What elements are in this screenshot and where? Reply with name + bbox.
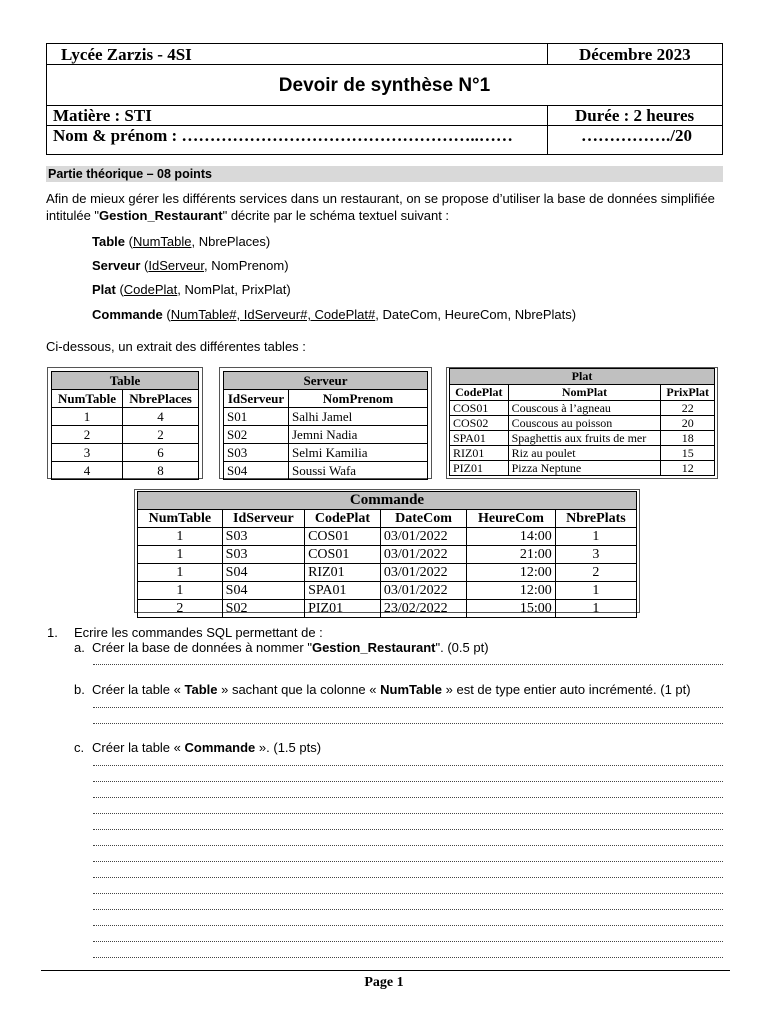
answer-line [93, 925, 723, 927]
cell: PIZ01 [305, 600, 381, 618]
answer-line [93, 957, 723, 959]
table-row [138, 564, 637, 582]
answer-line [93, 765, 723, 767]
schema-serveur [92, 258, 289, 273]
schema-key: CodePlat [123, 282, 178, 297]
cell: 3 [555, 546, 636, 564]
question-text: ». (1.5 pts) [255, 740, 322, 755]
cell: 23/02/2022 [380, 600, 466, 618]
cell: RIZ01 [305, 564, 381, 582]
plat-caption: Plat [450, 369, 715, 385]
cell: 21:00 [467, 546, 556, 564]
cell: S03 [222, 546, 304, 564]
question-text: » sachant que la colonne « [217, 682, 381, 697]
intro-text: " décrite par le schéma textuel suivant : [222, 208, 450, 223]
table-row [224, 462, 428, 480]
table-table [51, 371, 199, 480]
table-row [450, 416, 715, 431]
exam-header [46, 43, 723, 155]
question-c-text [92, 740, 321, 755]
schema-paren: ( [115, 282, 124, 297]
serveur-caption: Serveur [224, 372, 428, 390]
question-bold: Commande [184, 740, 256, 755]
subject: Matière : STI [53, 106, 152, 125]
schema-key: NumTable#, IdServeur#, CodePlat# [170, 307, 376, 322]
schema-rest: , NomPlat, PrixPlat) [177, 282, 291, 297]
answer-line [93, 707, 723, 709]
schema-key: NumTable [132, 234, 192, 249]
column-header: NumTable [138, 510, 223, 528]
question-a-letter: a. [74, 640, 85, 655]
school-name: Lycée Zarzis - 4SI [61, 45, 192, 64]
cell: 12 [661, 461, 715, 476]
cell: Riz au poulet [508, 446, 661, 461]
cell: 03/01/2022 [380, 564, 466, 582]
name-field: Nom & prénom : ……………………………………………..…… [53, 126, 513, 145]
answer-line [93, 877, 723, 879]
cell: S04 [224, 462, 289, 480]
schema-plat [92, 282, 291, 297]
cell: S04 [222, 582, 304, 600]
score-field: ……………./20 [581, 126, 692, 145]
question-bold: NumTable [380, 682, 443, 697]
table-row [138, 582, 637, 600]
cell: 12:00 [467, 564, 556, 582]
cell: 2 [123, 426, 199, 444]
schema-name: Commande [92, 307, 163, 322]
question-b-letter: b. [74, 682, 85, 697]
schema-rest: , NomPrenom) [204, 258, 289, 273]
answer-line [93, 941, 723, 943]
column-header: CodePlat [450, 385, 509, 401]
answer-line [93, 861, 723, 863]
cell: 2 [555, 564, 636, 582]
cell: PIZ01 [450, 461, 509, 476]
column-header: DateCom [380, 510, 466, 528]
cell: 4 [123, 408, 199, 426]
cell: 22 [661, 401, 715, 416]
cell: SPA01 [450, 431, 509, 446]
cell: 03/01/2022 [380, 582, 466, 600]
table-row [52, 426, 199, 444]
extract-label: Ci-dessous, un extrait des différentes tables : [46, 339, 306, 354]
schema-paren: ( [162, 307, 171, 322]
commande-table [137, 491, 637, 618]
schema-commande [92, 307, 576, 322]
cell: 1 [138, 564, 223, 582]
table-row [450, 431, 715, 446]
cell: Jemni Nadia [289, 426, 428, 444]
table-row [450, 461, 715, 476]
cell: Couscous au poisson [508, 416, 661, 431]
schema-key: IdServeur [148, 258, 205, 273]
schema-paren: ( [125, 234, 133, 249]
intro-text: intitulée " [46, 208, 100, 223]
cell: S03 [222, 528, 304, 546]
cell: RIZ01 [450, 446, 509, 461]
cell: S02 [224, 426, 289, 444]
cell: SPA01 [305, 582, 381, 600]
schema-name: Serveur [92, 258, 141, 273]
column-header: IdServeur [224, 390, 289, 408]
cell: S02 [222, 600, 304, 618]
cell: COS02 [450, 416, 509, 431]
question-a-text [92, 640, 489, 655]
table-row [138, 528, 637, 546]
table-row [52, 462, 199, 480]
cell: 2 [138, 600, 223, 618]
cell: 1 [138, 582, 223, 600]
footer-divider [41, 970, 730, 971]
cell: Selmi Kamilia [289, 444, 428, 462]
answer-line [93, 781, 723, 783]
serveur-table [223, 371, 428, 480]
column-header: NbrePlaces [123, 390, 199, 408]
column-header: PrixPlat [661, 385, 715, 401]
schema-name: Table [92, 234, 125, 249]
cell: S01 [224, 408, 289, 426]
column-header: CodePlat [305, 510, 381, 528]
header-divider [547, 106, 548, 155]
question-text: ". (0.5 pt) [435, 640, 489, 655]
cell: 20 [661, 416, 715, 431]
intro-line-1: Afin de mieux gérer les différents services dans un restaurant, on se propose d’utiliser la base de données simplifiée [46, 191, 715, 206]
cell: 14:00 [467, 528, 556, 546]
cell: Pizza Neptune [508, 461, 661, 476]
cell: 1 [138, 528, 223, 546]
table-row [52, 444, 199, 462]
question-text: Créer la base de données à nommer " [92, 640, 312, 655]
table-row [224, 408, 428, 426]
cell: S04 [222, 564, 304, 582]
cell: 15 [661, 446, 715, 461]
question-text: » est de type entier auto incrémenté. (1 pt) [442, 682, 691, 697]
column-header: NbrePlats [555, 510, 636, 528]
cell: Salhi Jamel [289, 408, 428, 426]
cell: 12:00 [467, 582, 556, 600]
cell: Soussi Wafa [289, 462, 428, 480]
table-caption: Table [52, 372, 199, 390]
question-b-text [92, 682, 691, 697]
answer-line [93, 909, 723, 911]
question-c-letter: c. [74, 740, 85, 755]
cell: 3 [52, 444, 123, 462]
commande-caption: Commande [138, 492, 637, 510]
question-1-text: Ecrire les commandes SQL permettant de : [74, 625, 323, 640]
answer-line [93, 813, 723, 815]
exam-title: Devoir de synthèse N°1 [278, 75, 491, 96]
table-row [224, 426, 428, 444]
cell: 2 [52, 426, 123, 444]
plat-table [449, 368, 715, 476]
column-header: NumTable [52, 390, 123, 408]
schema-paren: ( [140, 258, 149, 273]
schema-name: Plat [92, 282, 116, 297]
cell: 03/01/2022 [380, 528, 466, 546]
answer-line [93, 723, 723, 725]
cell: 1 [555, 582, 636, 600]
column-header: NomPrenom [289, 390, 428, 408]
question-bold: Gestion_Restaurant [311, 640, 436, 655]
cell: 1 [138, 546, 223, 564]
table-row [224, 444, 428, 462]
cell: COS01 [305, 528, 381, 546]
page-number: Page 1 [364, 975, 404, 990]
cell: COS01 [450, 401, 509, 416]
answer-line [93, 829, 723, 831]
cell: 03/01/2022 [380, 546, 466, 564]
cell: 1 [52, 408, 123, 426]
header-divider [547, 44, 548, 65]
answer-line [93, 845, 723, 847]
column-header: HeureCom [467, 510, 556, 528]
answer-line [93, 797, 723, 799]
column-header: NomPlat [508, 385, 661, 401]
exam-date: Décembre 2023 [579, 45, 691, 64]
answer-line [93, 664, 723, 666]
cell: 6 [123, 444, 199, 462]
cell: COS01 [305, 546, 381, 564]
cell: 4 [52, 462, 123, 480]
cell: 18 [661, 431, 715, 446]
answer-line [93, 893, 723, 895]
question-text: Créer la table « [92, 682, 185, 697]
schema-table [92, 234, 270, 249]
table-row [52, 408, 199, 426]
intro-line-2 [46, 208, 449, 223]
table-row [450, 446, 715, 461]
schema-rest: , DateCom, HeureCom, NbrePlats) [375, 307, 577, 322]
section-title: Partie théorique – 08 points [46, 166, 723, 182]
schema-rest: , NbrePlaces) [191, 234, 271, 249]
cell: 15:00 [467, 600, 556, 618]
question-text: Créer la table « [92, 740, 185, 755]
table-row [138, 546, 637, 564]
cell: S03 [224, 444, 289, 462]
cell: 1 [555, 528, 636, 546]
cell: Couscous à l’agneau [508, 401, 661, 416]
cell: 8 [123, 462, 199, 480]
db-name: Gestion_Restaurant [99, 208, 223, 223]
duration: Durée : 2 heures [575, 106, 695, 125]
cell: 1 [555, 600, 636, 618]
table-row [138, 600, 637, 618]
column-header: IdServeur [222, 510, 304, 528]
cell: Spaghettis aux fruits de mer [508, 431, 661, 446]
question-bold: Table [184, 682, 218, 697]
question-1-number: 1. [47, 625, 58, 640]
table-row [450, 401, 715, 416]
